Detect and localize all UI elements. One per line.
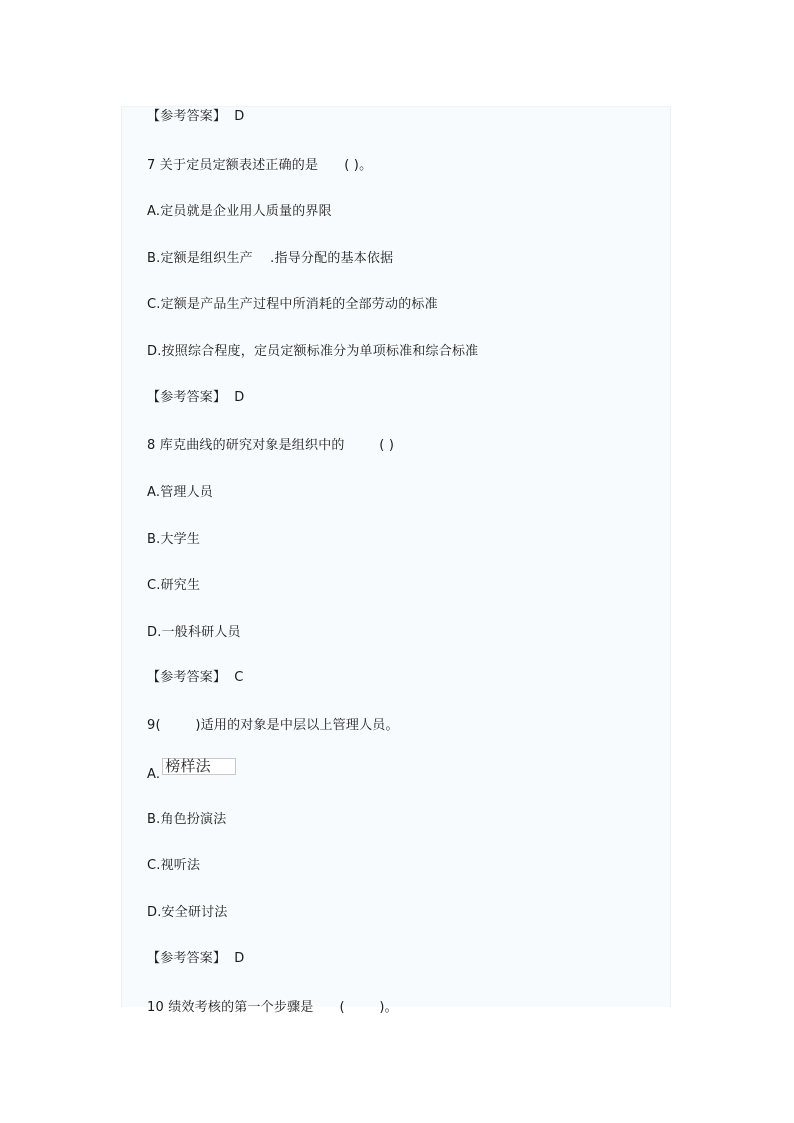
option-d: D.按照综合程度，定员定额标准分为单项标准和综合标准 [147,344,479,359]
option-a: A.定员就是企业用人质量的界限 [147,204,332,219]
reference-answer-line [147,950,244,968]
option-c: C.研究生 [147,578,201,593]
answer-value: D [234,390,245,405]
reference-answer-line [147,669,243,687]
answer-label: 【参考答案】 [147,390,227,405]
option-c: C.定额是产品生产过程中所消耗的全部劳动的标准 [147,297,438,312]
option-d: D.一般科研人员 [147,625,241,640]
answer-value: D [234,951,245,966]
option-b: B.定额是组织生产 .指导分配的基本依据 [147,251,394,266]
content-panel [121,106,671,1007]
option-prefix: A. [147,767,161,782]
answer-label: 【参考答案】 [147,951,227,966]
answer-label: 【参考答案】 [147,670,227,685]
option-a: A.管理人员 [147,485,213,500]
option-b: B.角色扮演法 [147,812,227,827]
reference-answer-line [147,108,244,126]
reference-answer-line [147,389,244,407]
question-8: 8 库克曲线的研究对象是组织中的 ( ) [147,438,395,453]
option-b: B.大学生 [147,532,201,547]
answer-value: C [234,670,244,685]
option-a [147,757,236,784]
option-d: D.安全研讨法 [147,905,228,920]
option-c: C.视听法 [147,858,201,873]
question-10: 10 绩效考核的第一个步骤是 ( )。 [147,1000,398,1015]
question-9: 9( )适用的对象是中层以上管理人员。 [147,718,399,733]
answer-label: 【参考答案】 [147,109,227,124]
answer-value: D [234,109,245,124]
question-7: 7 关于定员定额表述正确的是 ( )。 [147,158,373,173]
boxed-option-text: 榜样法 [162,758,236,775]
